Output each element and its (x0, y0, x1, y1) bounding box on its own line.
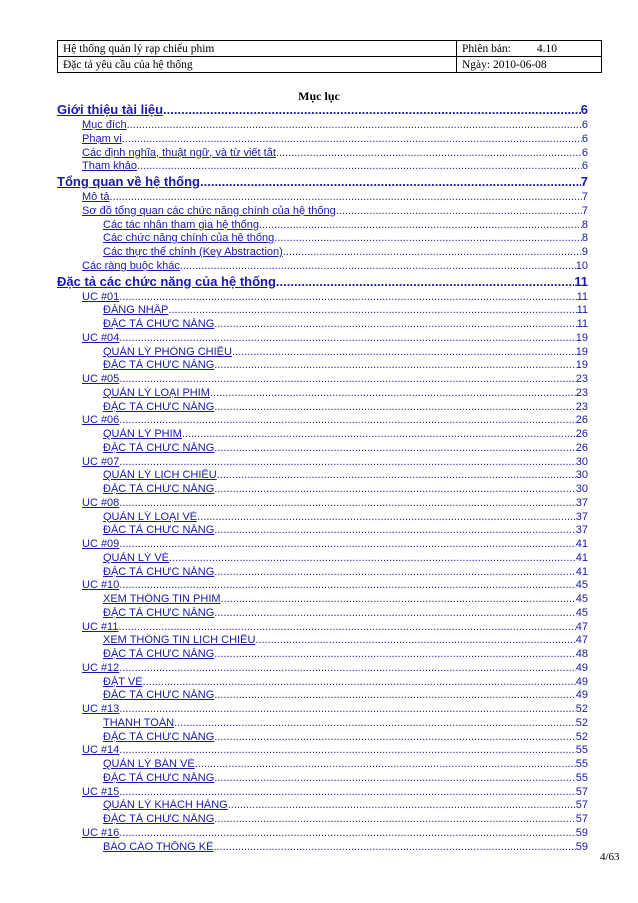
toc-entry-page: 41 (575, 565, 588, 578)
toc-entry-page: 49 (575, 689, 588, 702)
toc-entry[interactable] (103, 469, 588, 482)
toc-leader-dots (119, 291, 576, 303)
date-cell (457, 57, 602, 73)
toc-entry[interactable] (57, 102, 588, 119)
toc-title: Mục lục (298, 89, 340, 103)
toc-leader-dots (118, 621, 575, 633)
toc-entry-page: 26 (575, 414, 588, 427)
toc-leader-dots (214, 318, 576, 330)
toc-entry-title: Các định nghĩa, thuật ngữ, và từ viết tắt (82, 146, 276, 159)
toc-leader-dots (119, 579, 575, 591)
toc-leader-dots (214, 359, 575, 371)
toc-leader-dots (119, 538, 575, 550)
toc-entry-page: 6 (581, 146, 588, 159)
toc-leader-dots (217, 469, 576, 481)
toc-leader-dots (214, 483, 575, 495)
toc-entry-title: XEM THÔNG TIN LỊCH CHIẾU (103, 634, 256, 647)
toc-leader-dots (119, 827, 575, 839)
toc-leader-dots (174, 717, 576, 729)
toc-entry-page: 30 (575, 455, 588, 468)
toc-entry-title: Mô tả (82, 191, 110, 203)
toc-entry-title: ĐẶC TẢ CHỨC NĂNG (103, 359, 215, 372)
toc-entry-page: 19 (575, 331, 588, 344)
toc-entry-title: ĐẶC TẢ CHỨC NĂNG (103, 483, 215, 495)
toc-entry[interactable] (82, 260, 588, 273)
toc-entry-title: UC #11 (82, 620, 119, 633)
doc-name: Đặc tả yêu cầu của hệ thống (63, 58, 193, 71)
toc-entry-page: 57 (575, 785, 588, 798)
version-label: Phiên bản: (462, 42, 511, 55)
toc-entry-page: 11 (576, 290, 588, 303)
toc-entry[interactable] (103, 676, 588, 689)
toc-entry[interactable] (103, 304, 588, 317)
toc-entry-page: 19 (575, 345, 588, 358)
version-value: 4.10 (536, 42, 557, 55)
toc-entry[interactable] (82, 497, 588, 510)
toc-entry-page: 6 (580, 102, 588, 117)
toc-entry-title: ĐẶC TẢ CHỨC NĂNG (103, 648, 215, 660)
toc-leader-dots (259, 219, 582, 231)
toc-entry-page: 11 (576, 318, 588, 330)
toc-entry-title: Các chức năng chính của hệ thống (103, 232, 275, 245)
toc-entry-page: 6 (581, 119, 588, 131)
toc-leader-dots (276, 147, 582, 159)
toc-leader-dots (232, 346, 576, 358)
toc-leader-dots (169, 552, 576, 564)
toc-entry[interactable] (82, 191, 588, 204)
toc-entry-page: 23 (575, 386, 588, 399)
toc-entry[interactable] (103, 246, 588, 259)
toc-entry-page: 55 (575, 758, 588, 770)
toc-entry[interactable] (82, 133, 588, 146)
system-name-cell (58, 41, 457, 57)
toc-entry-title: UC #04 (82, 331, 120, 344)
toc-entry-page: 59 (575, 840, 588, 853)
toc-leader-dots (283, 246, 582, 258)
toc-entry-title: ĐẶC TẢ CHỨC NĂNG (103, 813, 215, 825)
toc-entry[interactable] (103, 813, 588, 826)
toc-entry-title: UC #12 (82, 661, 120, 674)
toc-leader-dots (214, 689, 575, 701)
toc-entry[interactable] (103, 401, 588, 414)
toc-entry-page: 23 (575, 400, 588, 413)
toc-entry-page: 11 (576, 304, 588, 317)
document-header-table (57, 40, 602, 73)
toc-entry-title: XEM THÔNG TIN PHIM (103, 593, 221, 605)
toc-entry-page: 49 (575, 661, 588, 674)
toc-entry-title: ĐẶC TẢ CHỨC NĂNG (103, 565, 215, 578)
toc-leader-dots (119, 497, 575, 509)
toc-entry[interactable] (57, 174, 588, 191)
toc-entry-title: Sơ đồ tổng quan các chức năng chính của hệ thống (82, 204, 336, 217)
toc-leader-dots (180, 260, 576, 272)
toc-entry[interactable] (82, 205, 588, 218)
toc-entry-title: Giới thiệu tài liệu (57, 102, 164, 117)
toc-entry-title: UC #01 (82, 290, 120, 303)
toc-entry[interactable] (103, 483, 588, 496)
toc-entry-page: 47 (575, 634, 588, 647)
date-label: Ngày: (462, 58, 491, 71)
toc-entry-title: ĐẶC TẢ CHỨC NĂNG (103, 318, 215, 330)
toc-entry-title: Các ràng buộc khác (82, 259, 180, 272)
toc-entry-page: 7 (581, 204, 588, 217)
toc-entry-title: QUẢN LÝ PHIM (103, 428, 182, 440)
toc-entry[interactable] (103, 219, 588, 232)
toc-entry-page: 45 (575, 606, 588, 619)
toc-entry-title: UC #14 (82, 744, 120, 757)
toc-leader-dots (214, 731, 575, 743)
toc-entry[interactable] (82, 579, 588, 592)
toc-leader-dots (137, 160, 582, 172)
toc-leader-dots (143, 676, 576, 688)
toc-entry[interactable] (82, 786, 588, 799)
toc-entry-title: ĐẶC TẢ CHỨC NĂNG (103, 441, 215, 454)
toc-entry[interactable] (57, 274, 588, 291)
toc-entry-title: ĐẶC TẢ CHỨC NĂNG (103, 730, 215, 743)
toc-entry-page: 55 (575, 771, 588, 784)
toc-entry[interactable] (103, 799, 588, 812)
toc-entry-title: UC #06 (82, 414, 120, 427)
toc-entry-title: Mục đích (82, 119, 127, 131)
toc-leader-dots (214, 772, 575, 784)
toc-leader-dots (119, 456, 575, 468)
toc-entry-title: Các thực thể chính (Key Abstraction) (103, 246, 283, 258)
toc-entry-page: 52 (575, 703, 588, 715)
toc-entry-page: 37 (575, 496, 588, 509)
toc-entry-title: ĐẶC TẢ CHỨC NĂNG (103, 606, 215, 619)
toc-entry-page: 45 (575, 593, 588, 605)
toc-entry-page: 49 (575, 675, 588, 688)
toc-entry[interactable] (103, 841, 588, 854)
toc-entry-page: 52 (575, 716, 588, 729)
toc-entry-title: THANH TOÁN (103, 716, 175, 729)
toc-entry-title: UC #13 (82, 703, 120, 715)
toc-entry-page: 41 (575, 551, 588, 564)
toc-entry[interactable] (103, 731, 588, 744)
toc-entry-title: BÁO CÁO THỐNG KÊ (103, 840, 214, 853)
toc-entry[interactable] (82, 703, 588, 716)
toc-entry-page: 26 (575, 428, 588, 440)
toc-leader-dots (197, 511, 576, 523)
toc-entry-page: 45 (575, 579, 588, 592)
toc-leader-dots (221, 593, 576, 605)
toc-leader-dots (214, 524, 575, 536)
toc-entry-title: QUẢN LÝ LOẠI PHIM (103, 386, 210, 399)
toc-leader-dots (182, 428, 576, 440)
toc-leader-dots (119, 786, 575, 798)
toc-entry-title: QUẢN LÝ KHÁCH HÀNG (103, 799, 228, 812)
toc-entry-title: UC #15 (82, 785, 120, 798)
toc-entry-title: Tham khảo (82, 160, 138, 173)
toc-entry-title: Phạm vi (82, 132, 122, 145)
toc-entry-page: 7 (580, 174, 588, 189)
toc-leader-dots (119, 373, 575, 385)
toc-entry[interactable] (82, 332, 588, 345)
toc-entry-page: 19 (575, 359, 588, 372)
toc-entry-title: QUẢN LÝ LỊCH CHIẾU (103, 469, 217, 482)
toc-entry-title: QUẢN LÝ BÁN VÉ (103, 758, 195, 770)
toc-leader-dots (336, 205, 582, 217)
toc-entry-title: Tổng quan về hệ thống (57, 174, 200, 189)
toc-leader-dots (168, 304, 576, 316)
toc-entry[interactable] (103, 359, 588, 372)
toc-leader-dots (119, 414, 575, 426)
toc-entry[interactable] (103, 387, 588, 400)
toc-entry-title: UC #16 (82, 826, 120, 839)
toc-leader-dots (119, 744, 575, 756)
toc-entry-title: ĐẶT VÉ (103, 675, 143, 688)
toc-entry-title: ĐẶC TẢ CHỨC NĂNG (103, 400, 215, 413)
toc-leader-dots (214, 813, 575, 825)
toc-entry[interactable] (103, 634, 588, 647)
date-value: 2010-06-08 (492, 58, 547, 71)
toc-leader-dots (119, 332, 575, 344)
toc-entry[interactable] (103, 442, 588, 455)
toc-entry-title: UC #08 (82, 496, 120, 509)
toc-entry-page: 9 (581, 246, 588, 258)
toc-leader-dots (119, 703, 575, 715)
toc-entry[interactable] (82, 147, 588, 160)
toc-entry-page: 48 (575, 648, 588, 660)
toc-leader-dots (119, 662, 575, 674)
toc-entry[interactable] (103, 552, 588, 565)
toc-entry-page: 8 (581, 218, 588, 231)
toc-entry-title: QUẢN LÝ VÉ (103, 551, 170, 564)
toc-entry[interactable] (103, 717, 588, 730)
toc-entry-title: UC #09 (82, 538, 120, 550)
toc-entry-page: 6 (581, 132, 588, 145)
toc-leader-dots (276, 274, 574, 289)
toc-entry-page: 10 (575, 259, 588, 272)
toc-entry-page: 30 (575, 483, 588, 495)
toc-entry-title: UC #05 (82, 373, 120, 385)
toc-entry[interactable] (103, 566, 588, 579)
toc-leader-dots (213, 841, 575, 853)
toc-entry[interactable] (82, 662, 588, 675)
toc-entry[interactable] (103, 232, 588, 245)
toc-entry[interactable] (103, 524, 588, 537)
toc-leader-dots (210, 387, 576, 399)
toc-entry-title: QUẢN LÝ LOẠI VÉ (103, 510, 198, 523)
toc-entry[interactable] (103, 607, 588, 620)
toc-leader-dots (163, 102, 581, 117)
doc-name-cell (58, 57, 457, 73)
toc-entry-page: 6 (581, 160, 588, 173)
toc-entry-page: 57 (575, 813, 588, 825)
toc-entry[interactable] (103, 593, 588, 606)
toc-leader-dots (110, 191, 582, 203)
toc-leader-dots (214, 401, 575, 413)
toc-leader-dots (127, 119, 582, 131)
toc-entry-title: Đặc tả các chức năng của hệ thống (57, 273, 276, 289)
toc-entry[interactable] (82, 119, 588, 132)
toc-entry-page: 52 (575, 730, 588, 743)
toc-entry-page: 23 (575, 373, 588, 385)
toc-entry-title: Các tác nhân tham gia hệ thống (103, 218, 259, 231)
toc-leader-dots (228, 799, 576, 811)
toc-entry[interactable] (82, 160, 588, 173)
toc-entry-title: QUẢN LÝ PHÒNG CHIẾU (103, 345, 232, 358)
toc-entry-title: ĐĂNG NHẬP (103, 304, 169, 317)
toc-leader-dots (255, 634, 575, 646)
toc-entry[interactable] (82, 414, 588, 427)
toc-entry-page: 55 (575, 744, 588, 757)
toc-entry-page: 59 (575, 826, 588, 839)
toc-entry-title: UC #07 (82, 455, 120, 468)
toc-entry-page: 8 (581, 232, 588, 245)
toc-entry-page: 7 (581, 191, 588, 203)
toc-leader-dots (214, 648, 575, 660)
toc-entry-title: ĐẶC TẢ CHỨC NĂNG (103, 524, 215, 537)
toc-entry[interactable] (82, 291, 588, 304)
toc-entry-page: 26 (575, 441, 588, 454)
toc-leader-dots (214, 442, 575, 454)
toc-leader-dots (200, 174, 581, 189)
toc-entry[interactable] (82, 456, 588, 469)
toc-entry[interactable] (103, 318, 588, 331)
toc-entry[interactable] (82, 373, 588, 386)
toc-leader-dots (214, 607, 575, 619)
toc-entry-page: 37 (575, 524, 588, 537)
version-cell (457, 41, 602, 57)
toc-entry[interactable] (103, 758, 588, 771)
toc-entry-page: 37 (575, 510, 588, 523)
toc-entry[interactable] (82, 621, 588, 634)
toc-entry-page: 41 (575, 538, 588, 550)
toc-entry[interactable] (82, 827, 588, 840)
toc-entry-page: 57 (575, 799, 588, 812)
toc-entry-page: 47 (575, 620, 588, 633)
toc-entry[interactable] (103, 689, 588, 702)
toc-entry[interactable] (103, 346, 588, 359)
toc-entry[interactable] (103, 428, 588, 441)
page-number: 4/63 (600, 851, 620, 863)
toc-leader-dots (122, 133, 582, 145)
toc-entry[interactable] (82, 538, 588, 551)
toc-entry[interactable] (103, 648, 588, 661)
toc-entry[interactable] (82, 744, 588, 757)
toc-leader-dots (195, 758, 576, 770)
toc-leader-dots (274, 232, 582, 244)
toc-entry-title: UC #10 (82, 579, 120, 592)
toc-entry-title: ĐẶC TẢ CHỨC NĂNG (103, 771, 215, 784)
toc-entry-page: 30 (575, 469, 588, 482)
toc-entry[interactable] (103, 772, 588, 785)
toc-leader-dots (214, 566, 575, 578)
toc-entry-title: ĐẶC TẢ CHỨC NĂNG (103, 689, 215, 702)
system-name: Hệ thống quản lý rạp chiếu phim (63, 42, 215, 55)
toc-entry[interactable] (103, 511, 588, 524)
toc-entry-page: 11 (574, 273, 588, 289)
